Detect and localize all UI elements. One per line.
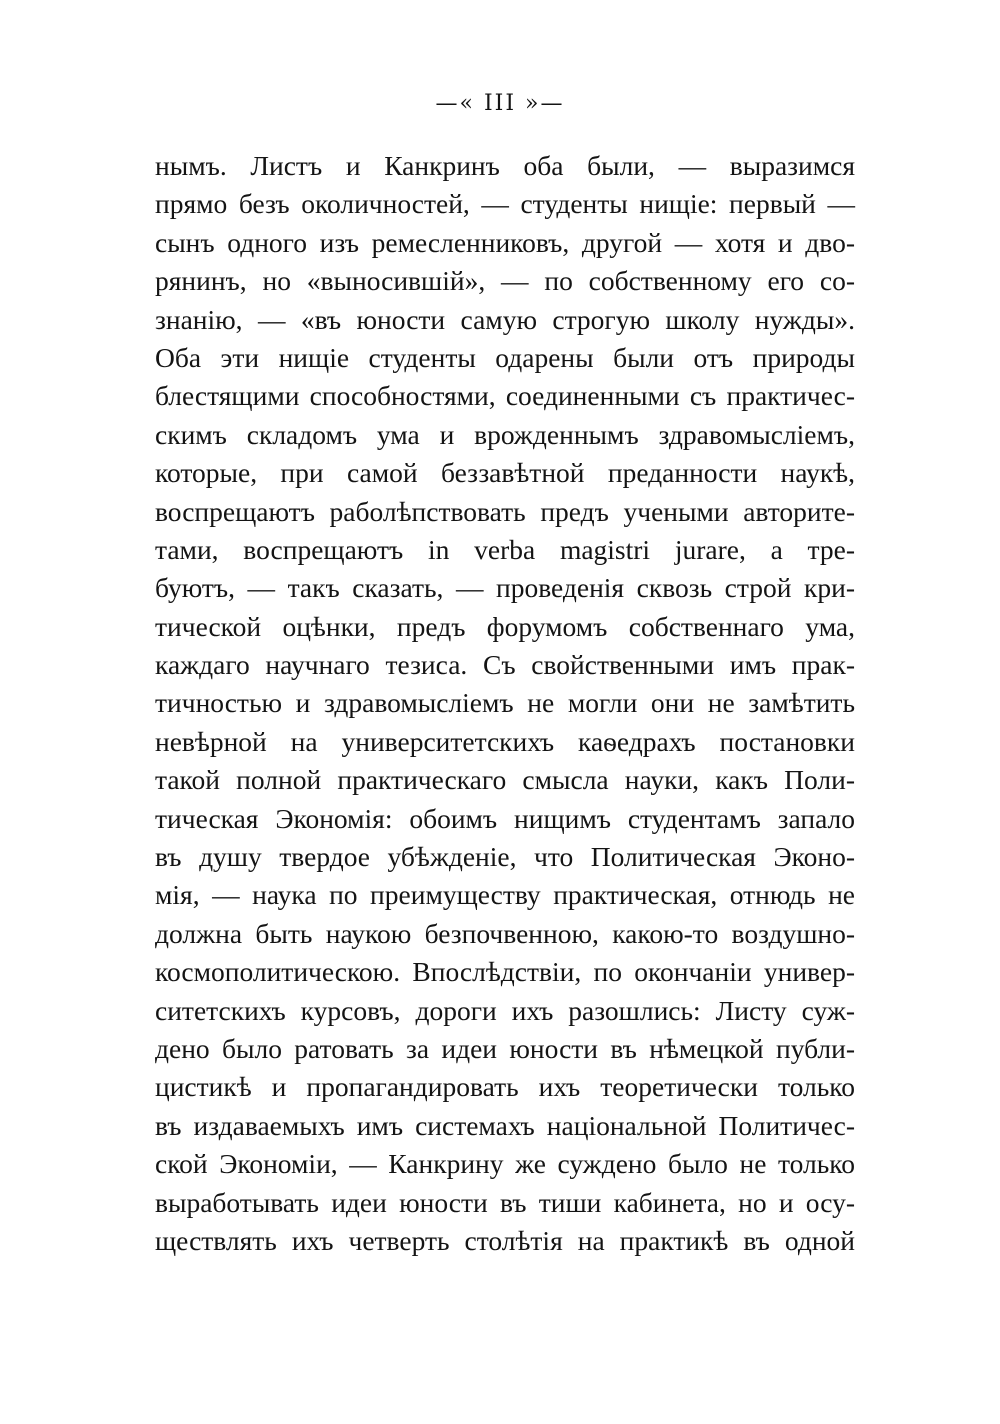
text-line: въ издаваемыхъ имъ системахъ національной Политичес- [155, 1109, 855, 1141]
text-line: блестящими способностями, соединенными съ практичес- [155, 380, 855, 412]
text-line: скимъ складомъ ума и врожденнымъ здравомысліемъ, [155, 418, 855, 450]
text-line: космополитическою. Впослѣдствіи, по окончаніи универ- [155, 956, 855, 988]
text-line: тической оцѣнки, предъ форумомъ собственнаго ума, [155, 610, 855, 642]
text-line: тами, воспрещаютъ in verba magistri jurare, а тре- [155, 533, 855, 565]
page-number: —« III »— [435, 91, 565, 116]
text-line: нымъ. Листъ и Канкринъ оба были, — выразимся [155, 150, 855, 181]
text-line: которые, при самой беззавѣтной преданности наукѣ, [155, 457, 855, 489]
text-line: знанію, — «въ юности самую строгую школу нужды». [155, 303, 855, 335]
text-line: буютъ, — такъ сказать, — проведенія сквозь строй кри- [155, 572, 855, 604]
text-line: каждаго научнаго тезиса. Съ свойственными имъ прак- [155, 649, 855, 681]
page-body-text [155, 147, 855, 1260]
text-line: такой полной практическаго смысла науки, какъ Поли- [155, 764, 855, 796]
text-line: невѣрной на университетскихъ каѳедрахъ постановки [155, 725, 855, 757]
text-line: дено было ратовать за идеи юности въ нѣмецкой публи- [155, 1032, 855, 1064]
text-line: ской Экономіи, — Канкрину же суждено было не только [155, 1148, 855, 1180]
text-line: прямо безъ околичностей, — студенты нищіе: первый — [155, 188, 855, 220]
text-line: мія, — наука по преимуществу практическая, отнюдь не [155, 879, 855, 911]
text-line: Оба эти нищіе студенты одарены были отъ природы [155, 341, 855, 373]
text-line: цистикѣ и пропагандировать ихъ теоретически только [155, 1071, 855, 1103]
text-line: тическая Экономія: обоимъ нищимъ студентамъ запало [155, 802, 855, 834]
text-line: рянинъ, но «выносившій», — по собственному его со- [155, 265, 855, 297]
text-line: ситетскихъ курсовъ, дороги ихъ разошлись: Листу суж- [155, 994, 855, 1026]
text-line: воспрещаютъ раболѣпствовать предъ учеными авторите- [155, 495, 855, 527]
text-line: выработывать идеи юности въ тиши кабинета, но и осу- [155, 1186, 855, 1218]
text-line: въ душу твердое убѣжденіе, что Политическая Эконо- [155, 841, 855, 873]
text-line: должна быть наукою безпочвенною, какою-то воздушно- [155, 917, 855, 949]
text-line: сынъ одного изъ ремесленниковъ, другой — хотя и дво- [155, 226, 855, 258]
text-line: тичностью и здравомысліемъ не могли они не замѣтить [155, 687, 855, 719]
text-line: ществлять ихъ четверть столѣтія на практикѣ въ одной [155, 1224, 855, 1256]
